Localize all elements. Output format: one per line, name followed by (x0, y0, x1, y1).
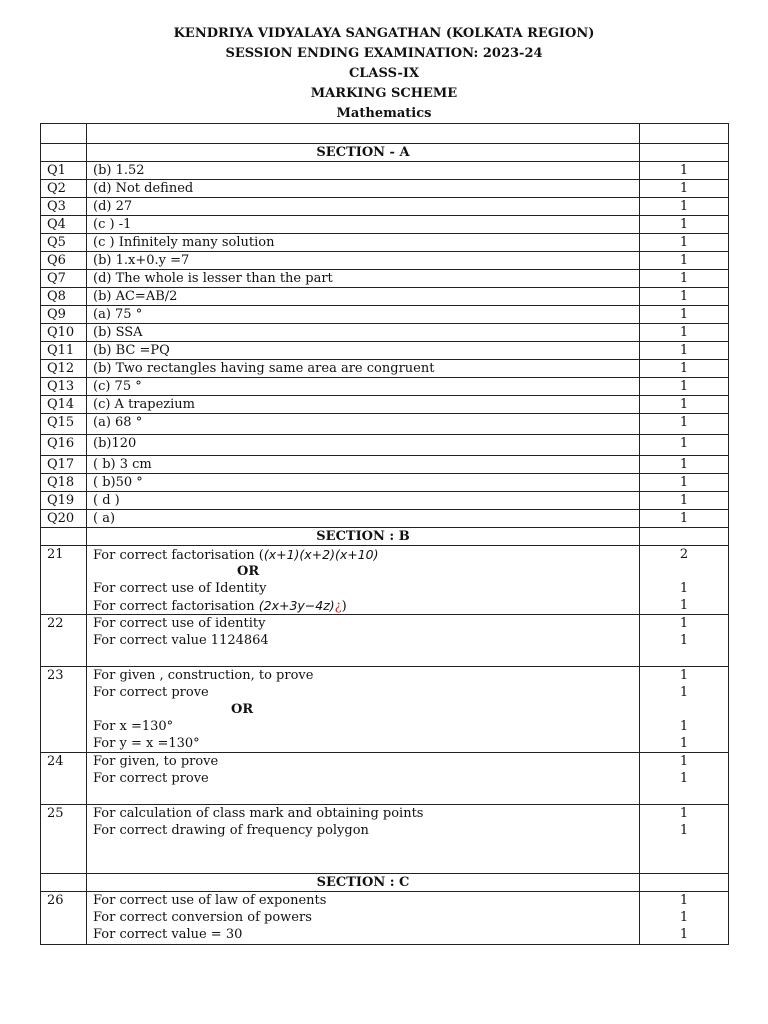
blank-cell (640, 528, 729, 546)
answer-text: (b) BC =PQ (87, 342, 640, 360)
question-number: Q3 (41, 198, 87, 216)
answer-row (41, 396, 729, 414)
question-number: Q11 (41, 342, 87, 360)
answer-text: ( d ) (87, 492, 640, 510)
answer-text: (a) 68 ° (87, 414, 640, 435)
answer-cell (87, 892, 640, 945)
answer-row (41, 378, 729, 396)
blank-cell (640, 124, 729, 144)
mark-value: 1 (679, 754, 689, 769)
answer-line: For x =130° (93, 719, 174, 734)
mark-value: 1 (640, 324, 729, 342)
stray-glyph: ¿ (334, 599, 342, 614)
answer-row (41, 252, 729, 270)
answer-line: For given, to prove (93, 754, 219, 769)
question-number: Q20 (41, 510, 87, 528)
answer-line: For correct value 1124864 (93, 633, 269, 648)
question-number: 25 (41, 805, 87, 874)
answer-row-21 (41, 546, 729, 615)
answer-text: ) (341, 599, 347, 614)
section-a-title: SECTION - A (87, 144, 640, 162)
section-c-row (41, 874, 729, 892)
answer-row (41, 510, 729, 528)
answer-cell (87, 615, 640, 667)
answer-line: For y = x =130° (93, 736, 200, 751)
answer-text: (c) 75 ° (87, 378, 640, 396)
mark-value: 1 (640, 456, 729, 474)
question-number: Q14 (41, 396, 87, 414)
mark-value: 1 (679, 771, 689, 786)
blank-cell (41, 874, 87, 892)
marks-cell (640, 892, 729, 945)
answer-row (41, 324, 729, 342)
blank-cell (87, 124, 640, 144)
header-doc-type: MARKING SCHEME (310, 86, 458, 101)
mark-value: 1 (640, 216, 729, 234)
answer-line: For correct prove (93, 685, 209, 700)
blank-cell (41, 528, 87, 546)
answer-row-23 (41, 667, 729, 753)
question-number: Q7 (41, 270, 87, 288)
answer-row (41, 180, 729, 198)
mark-value: 1 (640, 198, 729, 216)
mark-value: 1 (640, 474, 729, 492)
mark-value: 1 (640, 288, 729, 306)
answer-line: For correct conversion of powers (93, 910, 312, 925)
question-number: Q12 (41, 360, 87, 378)
answer-row (41, 270, 729, 288)
answer-line: For correct use of Identity (93, 581, 267, 596)
question-number: Q2 (41, 180, 87, 198)
blank-cell (640, 874, 729, 892)
marks-cell (640, 805, 729, 874)
mark-value: 1 (679, 910, 689, 925)
mark-value: 1 (679, 668, 689, 683)
answer-text: (d) Not defined (87, 180, 640, 198)
blank-cell (41, 144, 87, 162)
mark-value: 1 (640, 360, 729, 378)
mark-value: 1 (640, 492, 729, 510)
answer-line: For correct value = 30 (93, 927, 243, 942)
blank-cell (640, 144, 729, 162)
question-number: Q13 (41, 378, 87, 396)
question-number: Q17 (41, 456, 87, 474)
mark-value: 1 (679, 633, 689, 648)
answer-row (41, 360, 729, 378)
answer-row (41, 216, 729, 234)
mark-value: 1 (679, 927, 689, 942)
answer-text: (b) Two rectangles having same area are congruent (87, 360, 640, 378)
mark-value: 2 (679, 547, 689, 562)
mark-value: 1 (640, 396, 729, 414)
answer-text: (c) A trapezium (87, 396, 640, 414)
section-c-title: SECTION : C (87, 874, 640, 892)
question-number: Q5 (41, 234, 87, 252)
question-number: Q9 (41, 306, 87, 324)
answer-text: (b) AC=AB/2 (87, 288, 640, 306)
marking-scheme-table (40, 123, 729, 945)
answer-line (93, 597, 633, 614)
answer-line: For correct prove (93, 771, 209, 786)
question-number: Q18 (41, 474, 87, 492)
mark-value: 1 (640, 270, 729, 288)
question-number: Q6 (41, 252, 87, 270)
document-header (0, 24, 768, 124)
answer-text: ( b) 3 cm (87, 456, 640, 474)
answer-row-26 (41, 892, 729, 945)
mark-spacer (646, 563, 722, 580)
marks-cell (640, 546, 729, 615)
question-number: Q15 (41, 414, 87, 435)
answer-text: (b) SSA (87, 324, 640, 342)
mark-value: 1 (679, 598, 689, 613)
or-label: OR (237, 564, 260, 579)
mark-value: 1 (640, 162, 729, 180)
question-number: Q10 (41, 324, 87, 342)
answer-row (41, 162, 729, 180)
question-number: 21 (41, 546, 87, 615)
answer-row (41, 288, 729, 306)
or-label: OR (231, 702, 254, 717)
answer-text: (b) 1.52 (87, 162, 640, 180)
blank-header-row (41, 124, 729, 144)
question-number: 22 (41, 615, 87, 667)
answer-text: (d) The whole is lesser than the part (87, 270, 640, 288)
mark-value: 1 (640, 252, 729, 270)
answer-line: For calculation of class mark and obtaining points (93, 806, 424, 821)
answer-cell (87, 753, 640, 805)
question-number: 24 (41, 753, 87, 805)
header-class: CLASS-IX (348, 66, 420, 81)
marks-cell (640, 753, 729, 805)
mark-value: 1 (640, 342, 729, 360)
mark-value: 1 (640, 180, 729, 198)
mark-value: 1 (640, 435, 729, 456)
mark-value: 1 (640, 234, 729, 252)
mark-value: 1 (679, 685, 689, 700)
mark-spacer (646, 701, 722, 718)
answer-text: (a) 75 ° (87, 306, 640, 324)
answer-row (41, 474, 729, 492)
answer-row (41, 306, 729, 324)
question-number: Q19 (41, 492, 87, 510)
answer-text: ( a) (87, 510, 640, 528)
answer-text: For correct factorisation ( (93, 548, 264, 563)
question-number: Q16 (41, 435, 87, 456)
mark-value: 1 (640, 306, 729, 324)
answer-row (41, 492, 729, 510)
answer-cell (87, 667, 640, 753)
mark-value: 1 (679, 806, 689, 821)
mark-value: 1 (679, 581, 689, 596)
marks-cell (640, 667, 729, 753)
answer-row (41, 456, 729, 474)
section-a-row (41, 144, 729, 162)
answer-text: (d) 27 (87, 198, 640, 216)
mark-value: 1 (640, 510, 729, 528)
answer-row (41, 234, 729, 252)
math-expression: (2x+3y−4z) (258, 598, 335, 613)
answer-line: For given , construction, to prove (93, 668, 314, 683)
answer-cell (87, 805, 640, 874)
mark-value: 1 (640, 378, 729, 396)
header-organisation: KENDRIYA VIDYALAYA SANGATHAN (KOLKATA REGION) (173, 26, 595, 41)
answer-cell (87, 546, 640, 615)
question-number: 23 (41, 667, 87, 753)
answer-text: (b)120 (87, 435, 640, 456)
math-expression: (x+1)(x+2)(x+10) (263, 547, 379, 562)
mark-value: 1 (679, 719, 689, 734)
answer-row (41, 198, 729, 216)
answer-text: (c ) -1 (87, 216, 640, 234)
answer-text: (c ) Infinitely many solution (87, 234, 640, 252)
header-exam: SESSION ENDING EXAMINATION: 2023-24 (225, 46, 543, 61)
answer-line: For correct use of identity (93, 616, 266, 631)
mark-value: 1 (679, 616, 689, 631)
question-number: Q4 (41, 216, 87, 234)
answer-line: For correct drawing of frequency polygon (93, 823, 369, 838)
blank-cell (41, 124, 87, 144)
question-number: Q1 (41, 162, 87, 180)
answer-row-24 (41, 753, 729, 805)
mark-value: 1 (679, 823, 689, 838)
answer-text: (b) 1.x+0.y =7 (87, 252, 640, 270)
answer-text: ( b)50 ° (87, 474, 640, 492)
mark-value: 1 (679, 893, 689, 908)
answer-row (41, 342, 729, 360)
mark-value: 1 (640, 414, 729, 435)
answer-line: For correct use of law of exponents (93, 893, 327, 908)
answer-row-25 (41, 805, 729, 874)
answer-row (41, 435, 729, 456)
section-b-title: SECTION : B (87, 528, 640, 546)
answer-text: For correct factorisation (93, 599, 259, 614)
question-number: 26 (41, 892, 87, 945)
question-number: Q8 (41, 288, 87, 306)
marks-cell (640, 615, 729, 667)
answer-row-22 (41, 615, 729, 667)
answer-row (41, 414, 729, 435)
mark-value: 1 (679, 736, 689, 751)
section-b-row (41, 528, 729, 546)
answer-line (93, 546, 633, 563)
header-subject: Mathematics (336, 106, 432, 121)
